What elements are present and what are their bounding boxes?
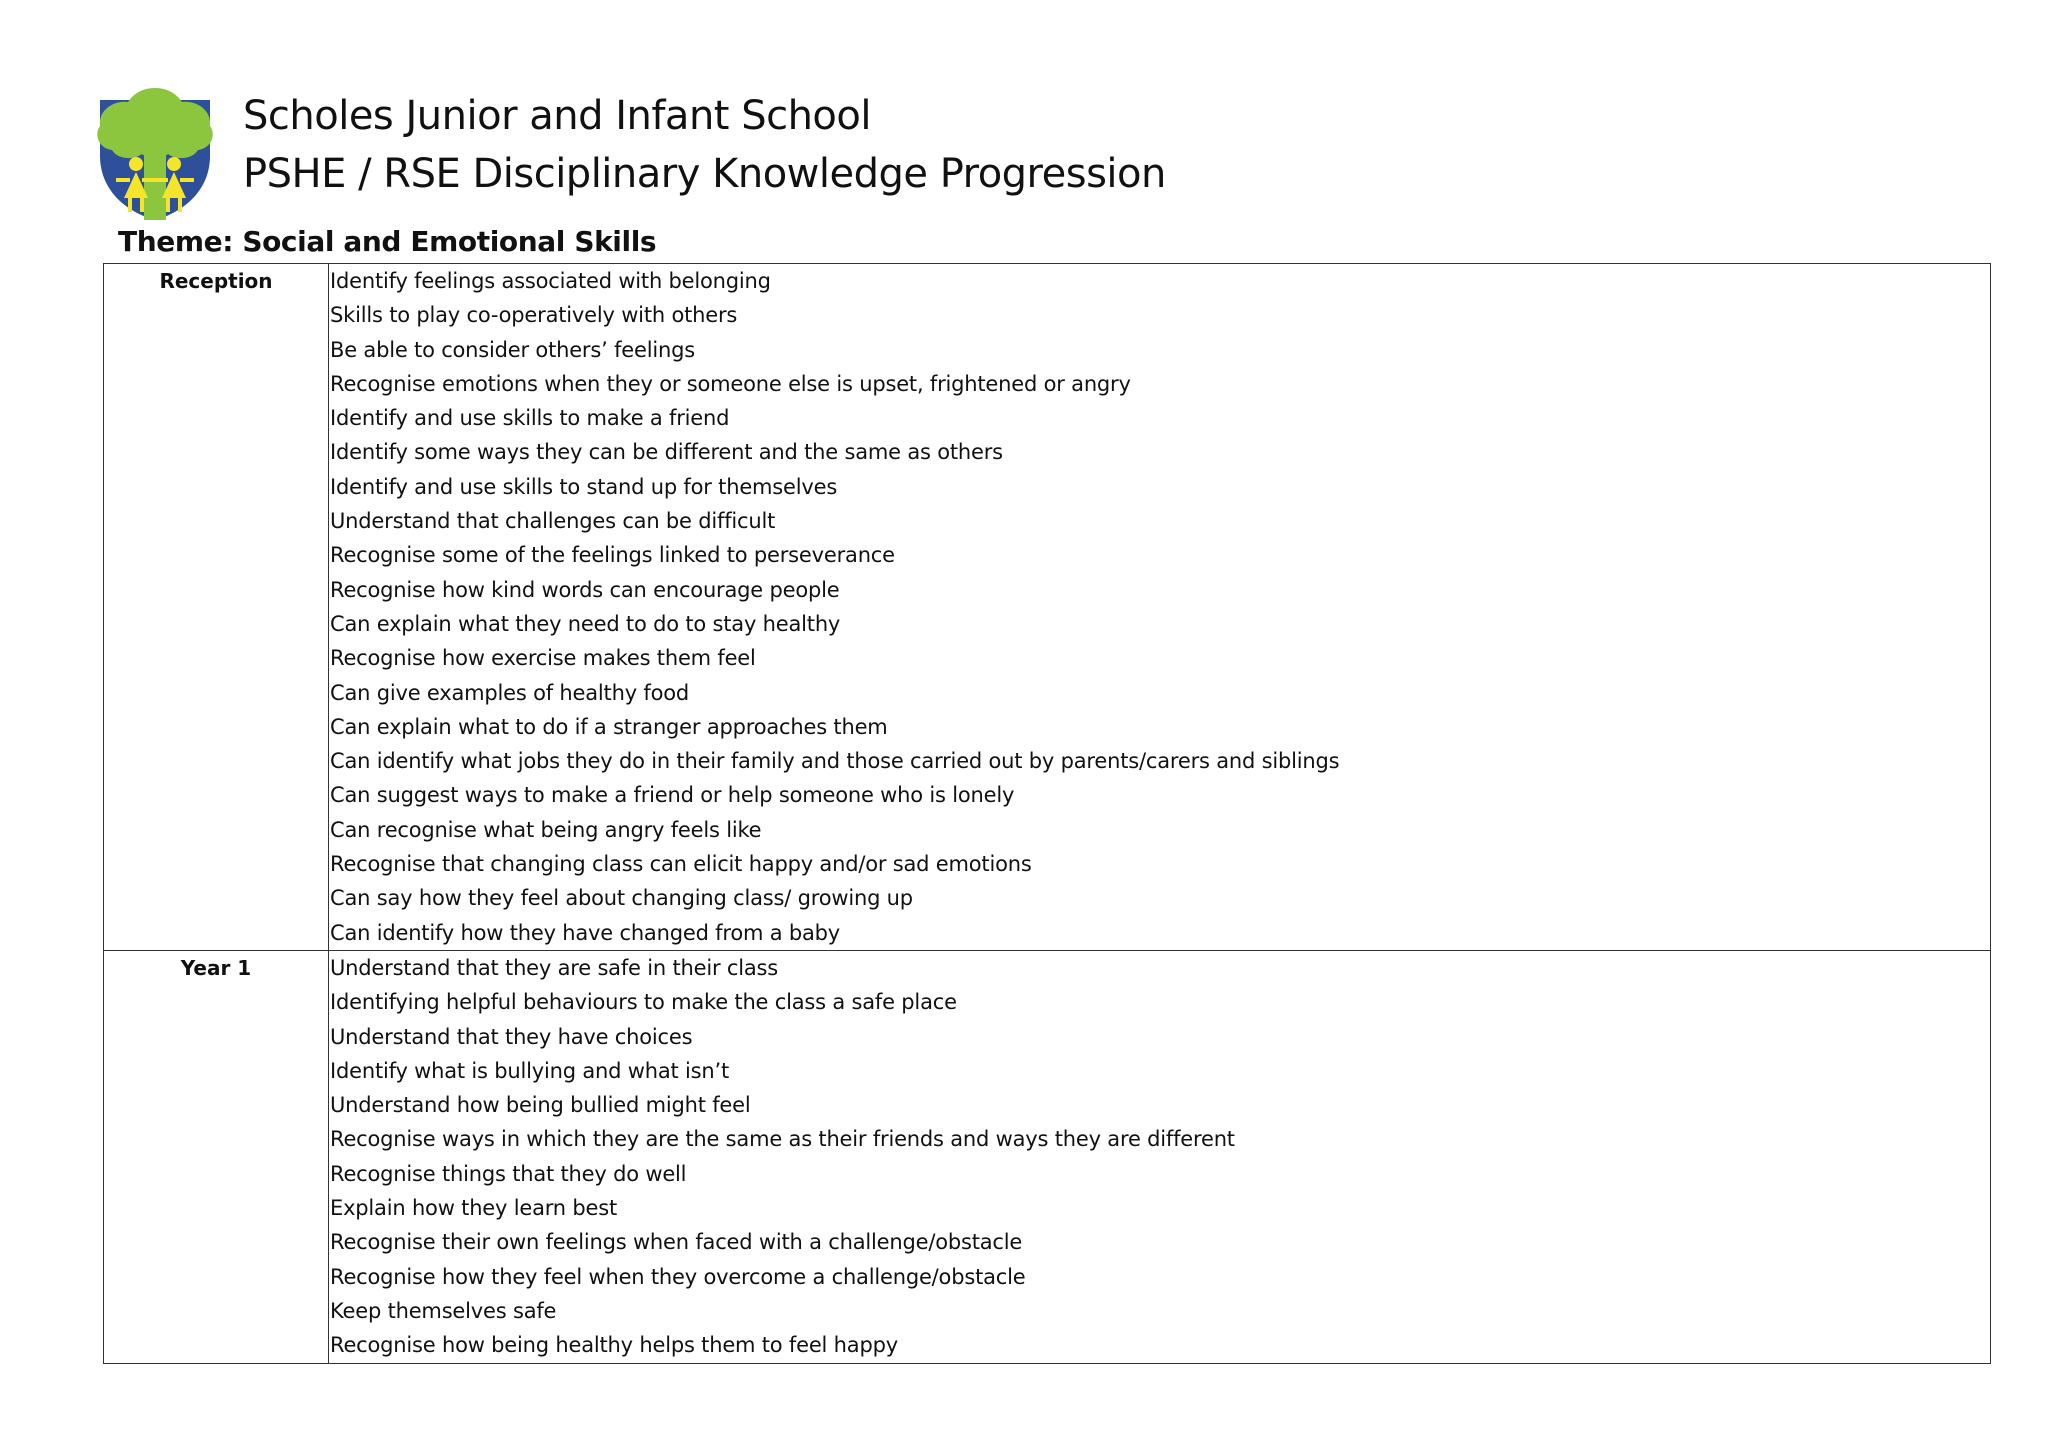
school-name: Scholes Junior and Infant School (243, 93, 871, 139)
skill-item: Can explain what to do if a stranger approaches them (330, 714, 888, 739)
skill-item: Recognise some of the feelings linked to perseverance (330, 543, 895, 568)
skill-item: Recognise how being healthy helps them to feel happy (330, 1333, 898, 1358)
skill-item: Recognise that changing class can elicit happy and/or sad emotions (330, 852, 1032, 877)
year-cell-year-1 (104, 950, 329, 1363)
school-crest-icon (92, 86, 218, 222)
crest-trunk (144, 148, 166, 220)
skill-item: Recognise their own feelings when faced with a challenge/obstacle (330, 1230, 1023, 1255)
skill-item: Understand how being bullied might feel (330, 1093, 751, 1118)
skill-item: Can explain what they need to do to stay healthy (330, 611, 841, 636)
skill-item: Recognise ways in which they are the same as their friends and ways they are different (330, 1127, 1235, 1152)
skill-item: Identify feelings associated with belonging (330, 269, 771, 293)
skill-item: Identify some ways they can be different and the same as others (330, 440, 1003, 465)
theme-heading: Theme: Social and Emotional Skills (118, 225, 657, 258)
skill-item: Be able to consider others’ feelings (330, 337, 695, 362)
skill-item: Understand that they are safe in their class (330, 955, 779, 980)
skill-item: Explain how they learn best (330, 1196, 618, 1221)
skills-cell-reception (329, 264, 1991, 951)
skill-item: Can identify how they have changed from a baby (330, 920, 841, 945)
table-row-reception (104, 264, 1991, 951)
year-cell-reception (104, 264, 329, 951)
school-logo (92, 86, 218, 222)
skill-item: Recognise things that they do well (330, 1161, 687, 1186)
year-label: Year 1 (180, 955, 252, 980)
skill-item: Recognise how they feel when they overcome a challenge/obstacle (330, 1264, 1026, 1289)
skill-item: Can give examples of healthy food (330, 680, 690, 705)
skill-item: Recognise how exercise makes them feel (330, 646, 756, 671)
progression-table (103, 263, 1991, 1364)
skill-item: Identifying helpful behaviours to make the class a safe place (330, 990, 957, 1015)
skill-item: Identify and use skills to stand up for themselves (330, 474, 838, 499)
crest-tree-canopy (97, 88, 212, 159)
skill-item: Recognise how kind words can encourage people (330, 577, 840, 602)
skill-item: Identify what is bullying and what isn’t (330, 1058, 729, 1083)
skill-item: Can identify what jobs they do in their family and those carried out by parents/carers and siblings (330, 749, 1340, 774)
skill-item: Recognise emotions when they or someone else is upset, frightened or angry (330, 371, 1131, 396)
document-title: PSHE / RSE Disciplinary Knowledge Progression (243, 151, 1166, 197)
skill-item: Can say how they feel about changing class/ growing up (330, 886, 913, 911)
skill-item: Identify and use skills to make a friend (330, 406, 730, 431)
year-label: Reception (159, 269, 273, 293)
skill-item: Keep themselves safe (330, 1298, 557, 1323)
skill-item: Understand that challenges can be difficult (330, 509, 776, 534)
skill-item: Can recognise what being angry feels like (330, 817, 762, 842)
skill-item: Understand that they have choices (330, 1024, 693, 1049)
table-row-year-1 (104, 950, 1991, 1363)
skill-item: Can suggest ways to make a friend or help someone who is lonely (330, 783, 1015, 808)
skills-cell-year-1 (329, 950, 1991, 1363)
skill-item: Skills to play co-operatively with others (330, 303, 738, 328)
